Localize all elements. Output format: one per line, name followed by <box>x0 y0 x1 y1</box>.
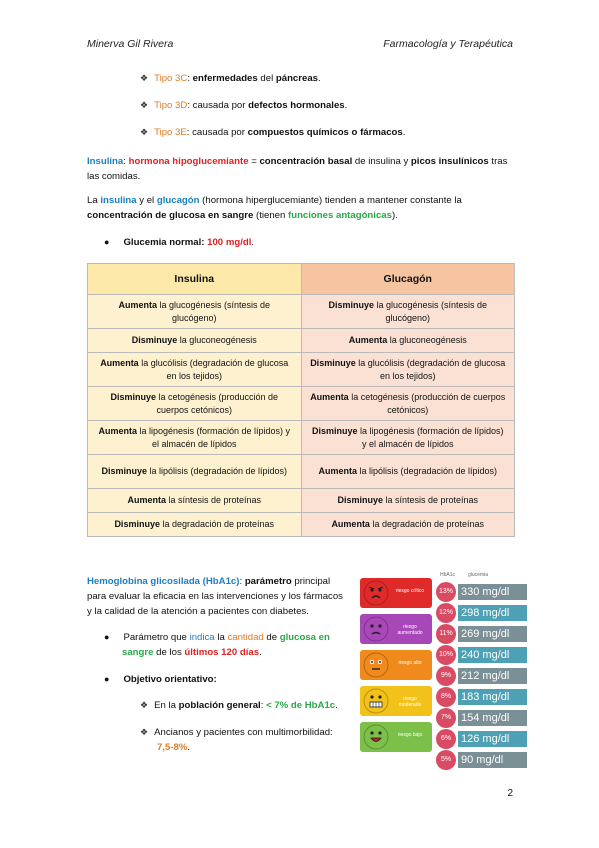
glucemia-value-box: 183 mg/dl <box>458 689 527 705</box>
risk-level-label: riesgo aumentado <box>397 624 423 636</box>
comparison-table <box>87 263 515 537</box>
cell-insulina: Aumenta la lipogénesis (formación de lípidos) y el almacén de lípidos <box>88 421 302 455</box>
cell-glucagon: Disminuye la síntesis de proteínas <box>301 489 515 513</box>
cell-insulina: Aumenta la síntesis de proteínas <box>88 489 302 513</box>
sub-item-ancianos: ❖ Ancianos y pacientes con multimorbilidad: 7,5-8%. <box>140 727 333 753</box>
risk-level-label: riesgo bajo <box>397 732 423 738</box>
angry-face-icon <box>363 580 389 611</box>
cell-glucagon: Disminuye la lipogénesis (formación de lípidos) y el almacén de lípidos <box>301 421 515 455</box>
header-subject: Farmacología y Terapéutica <box>383 38 513 50</box>
hba1c-percent-badge: 8% <box>436 687 456 707</box>
glucemia-value-box: 240 mg/dl <box>458 647 527 663</box>
diamond-bullet-icon: ❖ <box>140 700 149 710</box>
hba1c-percent-badge: 7% <box>436 708 456 728</box>
cell-insulina: Aumenta la glucogénesis (síntesis de glucógeno) <box>88 295 302 329</box>
insulina-paragraph: Insulina: hormona hipoglucemiante = concentración basal de insulina y picos insulínicos tras las comidas. <box>87 156 508 182</box>
hba1c-figure <box>360 572 520 772</box>
risk-level-label: riesgo alto <box>398 660 422 666</box>
diamond-bullet-icon: ❖ <box>140 727 149 737</box>
cell-glucagon: Disminuye la glucólisis (degradación de glucosa en los tejidos) <box>301 353 515 387</box>
table-row <box>88 489 515 513</box>
cell-insulina: Aumenta la glucólisis (degradación de glucosa en los tejidos) <box>88 353 302 387</box>
cell-glucagon: Disminuye la glucogénesis (síntesis de glucógeno) <box>301 295 515 329</box>
hba1c-percent-badge: 11% <box>436 624 456 644</box>
sad-face-icon <box>363 616 389 647</box>
table-row <box>88 455 515 489</box>
bullet-icon: ● <box>104 632 110 642</box>
glucemia-bullet: ● Glucemia normal: 100 mg/dl. <box>104 237 255 248</box>
table-row <box>88 387 515 421</box>
risk-level-label: riesgo moderado <box>398 696 422 708</box>
hba1c-percent-badge: 5% <box>436 750 456 770</box>
hba1c-percent-badge: 6% <box>436 729 456 749</box>
glucemia-value-box: 212 mg/dl <box>458 668 527 684</box>
grimace-face-icon <box>363 688 389 719</box>
risk-level-band <box>360 722 432 752</box>
figure-col-hba1c: HbA1c <box>440 572 456 578</box>
risk-level-label: riesgo crítico <box>395 588 425 594</box>
table-row <box>88 295 515 329</box>
table-row <box>88 353 515 387</box>
glucemia-value-box: 330 mg/dl <box>458 584 527 600</box>
hba1c-percent-badge: 10% <box>436 645 456 665</box>
glucemia-value-box: 126 mg/dl <box>458 731 527 747</box>
cell-glucagon: Aumenta la cetogénesis (producción de cuerpos cetónicos) <box>301 387 515 421</box>
header-author: Minerva Gil Rivera <box>87 38 174 50</box>
glucemia-value-box: 90 mg/dl <box>458 752 527 768</box>
cell-insulina: Disminuye la gluconeogénesis <box>88 329 302 353</box>
happy-face-icon <box>363 724 389 755</box>
bullet-icon: ● <box>104 237 110 247</box>
cell-insulina: Disminuye la cetogénesis (producción de cuerpos cetónicos) <box>88 387 302 421</box>
neutral-face-icon <box>363 652 389 683</box>
sub-item-general: ❖ En la población general: < 7% de HbA1c. <box>140 700 338 711</box>
risk-level-band <box>360 686 432 716</box>
type-item: ❖ Tipo 3D: causada por defectos hormonales. <box>140 100 348 111</box>
risk-level-band <box>360 614 432 644</box>
figure-col-glucemia: glucemia <box>468 572 489 578</box>
hba1c-percent-badge: 12% <box>436 603 456 623</box>
hba1c-percent-badge: 9% <box>436 666 456 686</box>
glucemia-value-box: 154 mg/dl <box>458 710 527 726</box>
table-row <box>88 513 515 537</box>
diamond-bullet-icon: ❖ <box>140 127 149 137</box>
table-row <box>88 421 515 455</box>
glucemia-value-box: 269 mg/dl <box>458 626 527 642</box>
diamond-bullet-icon: ❖ <box>140 100 149 110</box>
page-number: 2 <box>507 788 513 799</box>
table-header-insulina: Insulina <box>88 264 302 295</box>
table-header-glucagon: Glucagón <box>301 264 515 295</box>
cell-insulina: Disminuye la lipólisis (degradación de lípidos) <box>88 455 302 489</box>
balance-paragraph: La insulina y el glucagón (hormona hiperglucemiante) tienden a mantener constante la concentración de glucosa en sangre (tienen funciones antagónicas). <box>87 195 462 221</box>
risk-level-band <box>360 578 432 608</box>
cell-glucagon: Aumenta la degradación de proteínas <box>301 513 515 537</box>
hba1c-percent-badge: 13% <box>436 582 456 602</box>
table-row <box>88 329 515 353</box>
diamond-bullet-icon: ❖ <box>140 73 149 83</box>
cell-glucagon: Aumenta la lipólisis (degradación de lípidos) <box>301 455 515 489</box>
objetivo-bullet: ● Objetivo orientativo: <box>104 674 217 685</box>
type-item: ❖ Tipo 3C: enfermedades del páncreas. <box>140 73 321 84</box>
cell-glucagon: Aumenta la gluconeogénesis <box>301 329 515 353</box>
hba1c-paragraph: Hemoglobina glicosilada (HbA1c): parámetro principal para evaluar la eficacia en las intervenciones y los fármacos y la calidad de la atención a pacientes con diabetes. <box>87 576 343 617</box>
type-item: ❖ Tipo 3E: causada por compuestos químicos o fármacos. <box>140 127 406 138</box>
cell-insulina: Disminuye la degradación de proteínas <box>88 513 302 537</box>
risk-level-band <box>360 650 432 680</box>
glucemia-value-box: 298 mg/dl <box>458 605 527 621</box>
parametro-bullet: ● Parámetro que indica la cantidad de glucosa en sangre de los últimos 120 días. <box>104 632 330 658</box>
bullet-icon: ● <box>104 674 110 684</box>
